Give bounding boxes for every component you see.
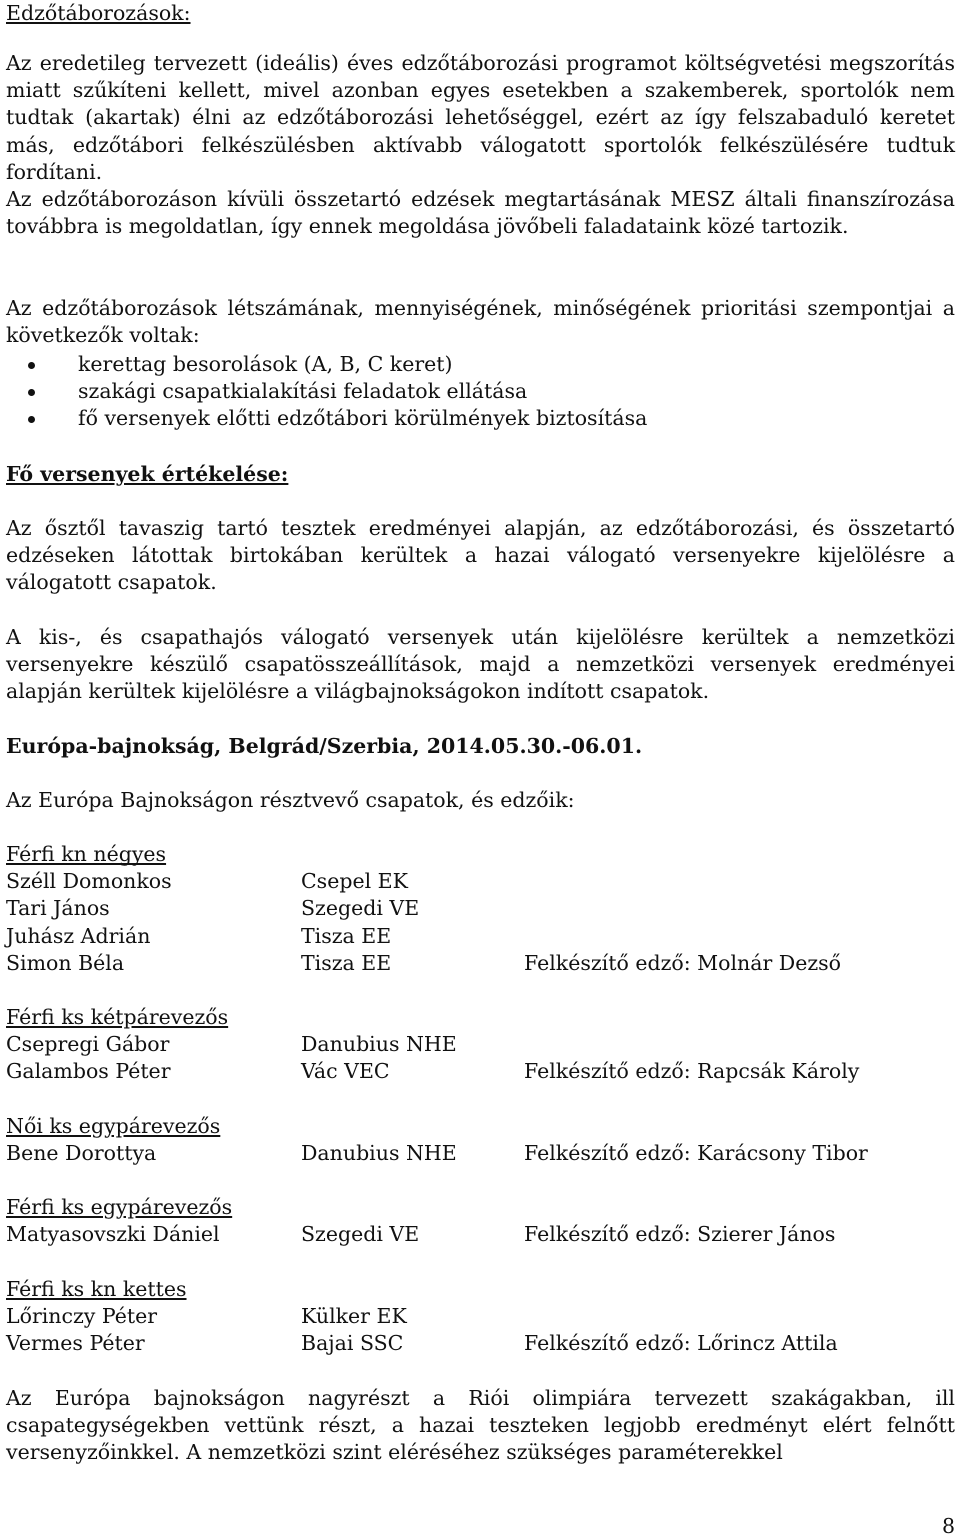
team-block — [6, 1276, 955, 1358]
page-number: 8 — [941, 1514, 955, 1538]
team-row — [6, 950, 955, 977]
paragraph-tests: Az ősztől tavaszig tartó tesztek eredményei alapján, az edzőtáborozási, és összetartó edzéseken látottak birtokában kerültek a hazai válogató versenyekre kijelölésre a válogatott csapatok. — [6, 516, 955, 595]
team-title: Férfi kn négyes — [6, 842, 167, 866]
team-block — [6, 1194, 955, 1248]
priority-list — [6, 351, 955, 433]
list-item: fő versenyek előtti edzőtábori körülmények biztosítása — [6, 405, 955, 432]
team-row — [6, 1058, 955, 1085]
team-row — [6, 1140, 955, 1167]
team-row — [6, 1303, 955, 1330]
team-block — [6, 1004, 955, 1086]
coach-name: Felkészítő edző: Molnár Dezső — [524, 950, 841, 975]
paragraph-budget: Az eredetileg tervezett (ideális) éves edzőtáborozási programot költségvetési megszorítás miatt szűkíteni kellett, mivel azonban egyes esetekben a szakemberek, sportolók nem tudtak (akartak) élni az edzőtáborozási lehetőséggel, ezért az így felszabaduló keretet más, edzőtábori felkészülésben aktívabb válogatott sportolók felkészülésére tudtuk fordítani. — [6, 51, 955, 184]
coach-name: Felkészítő edző: Rapcsák Károly — [524, 1059, 860, 1084]
team-block — [6, 1113, 955, 1167]
athlete-name: Csepregi Gábor — [6, 1032, 170, 1057]
bullet-icon — [28, 416, 35, 423]
athlete-name: Simon Béla — [6, 950, 125, 975]
athlete-name: Tari János — [6, 896, 110, 921]
club-name: Vác VEC — [301, 1059, 390, 1084]
paragraph-teams-intro: Az Európa Bajnokságon résztvevő csapatok, és edzőik: — [6, 788, 575, 812]
team-title: Férfi ks egypárevezős — [6, 1195, 233, 1219]
athlete-name: Galambos Péter — [6, 1059, 171, 1084]
paragraph-conclusion: Az Európa bajnokságon nagyrészt a Riói olimpiára tervezett szakágakban, ill csapategységekben vettünk részt, a hazai teszteken legjobb eredményt elért felnőtt versenyzőinkkel. A nemzetközi szint eléréséhez szükséges paraméterekkel — [6, 1386, 955, 1465]
heading-evaluation: Fő versenyek értékelése: — [6, 462, 289, 486]
team-row — [6, 895, 955, 922]
heading-training: Edzőtáborozások: — [6, 1, 191, 25]
team-row — [6, 923, 955, 950]
bullet-icon — [28, 362, 35, 369]
club-name: Danubius NHE — [301, 1141, 457, 1166]
athlete-name: Lőrinczy Péter — [6, 1304, 158, 1329]
team-row — [6, 1221, 955, 1248]
athlete-name: Vermes Péter — [6, 1331, 145, 1356]
athlete-name: Juhász Adrián — [6, 923, 151, 948]
team-title: Női ks egypárevezős — [6, 1114, 221, 1138]
athlete-name: Széll Domonkos — [6, 869, 172, 894]
coach-name: Felkészítő edző: Karácsony Tibor — [524, 1141, 868, 1166]
team-title: Férfi ks kn kettes — [6, 1277, 187, 1301]
team-block — [6, 841, 955, 977]
team-row — [6, 868, 955, 895]
coach-name: Felkészítő edző: Lőrincz Attila — [524, 1331, 838, 1356]
title-underline-extension — [6, 841, 149, 868]
club-name: Tisza EE — [301, 923, 392, 948]
athlete-name: Bene Dorottya — [6, 1141, 157, 1166]
list-item: szakági csapatkialakítási feladatok ellátása — [6, 378, 955, 405]
team-title: Férfi ks kétpárevezős — [6, 1005, 229, 1029]
club-name: Danubius NHE — [301, 1032, 457, 1057]
club-name: Külker EK — [301, 1304, 407, 1329]
paragraph-funding: Az edzőtáborozáson kívüli összetartó edzések megtartásának MESZ általi finanszírozása továbbra is megoldatlan, így ennek megoldása jövőbeli faladataink közé tartozik. — [6, 187, 955, 239]
club-name: Tisza EE — [301, 950, 392, 975]
athlete-name: Matyasovszki Dániel — [6, 1222, 220, 1247]
heading-european-championship: Európa-bajnokság, Belgrád/Szerbia, 2014.05.30.-06.01. — [6, 734, 643, 758]
coach-name: Felkészítő edző: Szierer János — [524, 1222, 836, 1247]
paragraph-priorities: Az edzőtáborozások létszámának, mennyiségének, minőségének prioritási szempontjai a következők voltak: — [6, 296, 955, 348]
club-name: Szegedi VE — [301, 896, 420, 921]
paragraph-selection: A kis-, és csapathajós válogató versenyek után kijelölésre kerültek a nemzetközi versenyekre készülő csapatösszeállítások, majd a nemzetközi versenyek eredményei alapján kerültek kijelölésre a világbajnokságokon indított csapatok. — [6, 625, 955, 704]
team-row — [6, 1031, 955, 1058]
team-row — [6, 1330, 955, 1357]
club-name: Csepel EK — [301, 869, 408, 894]
club-name: Szegedi VE — [301, 1222, 420, 1247]
club-name: Bajai SSC — [301, 1331, 404, 1356]
list-item: kerettag besorolások (A, B, C keret) — [6, 351, 955, 378]
bullet-icon — [28, 389, 35, 396]
